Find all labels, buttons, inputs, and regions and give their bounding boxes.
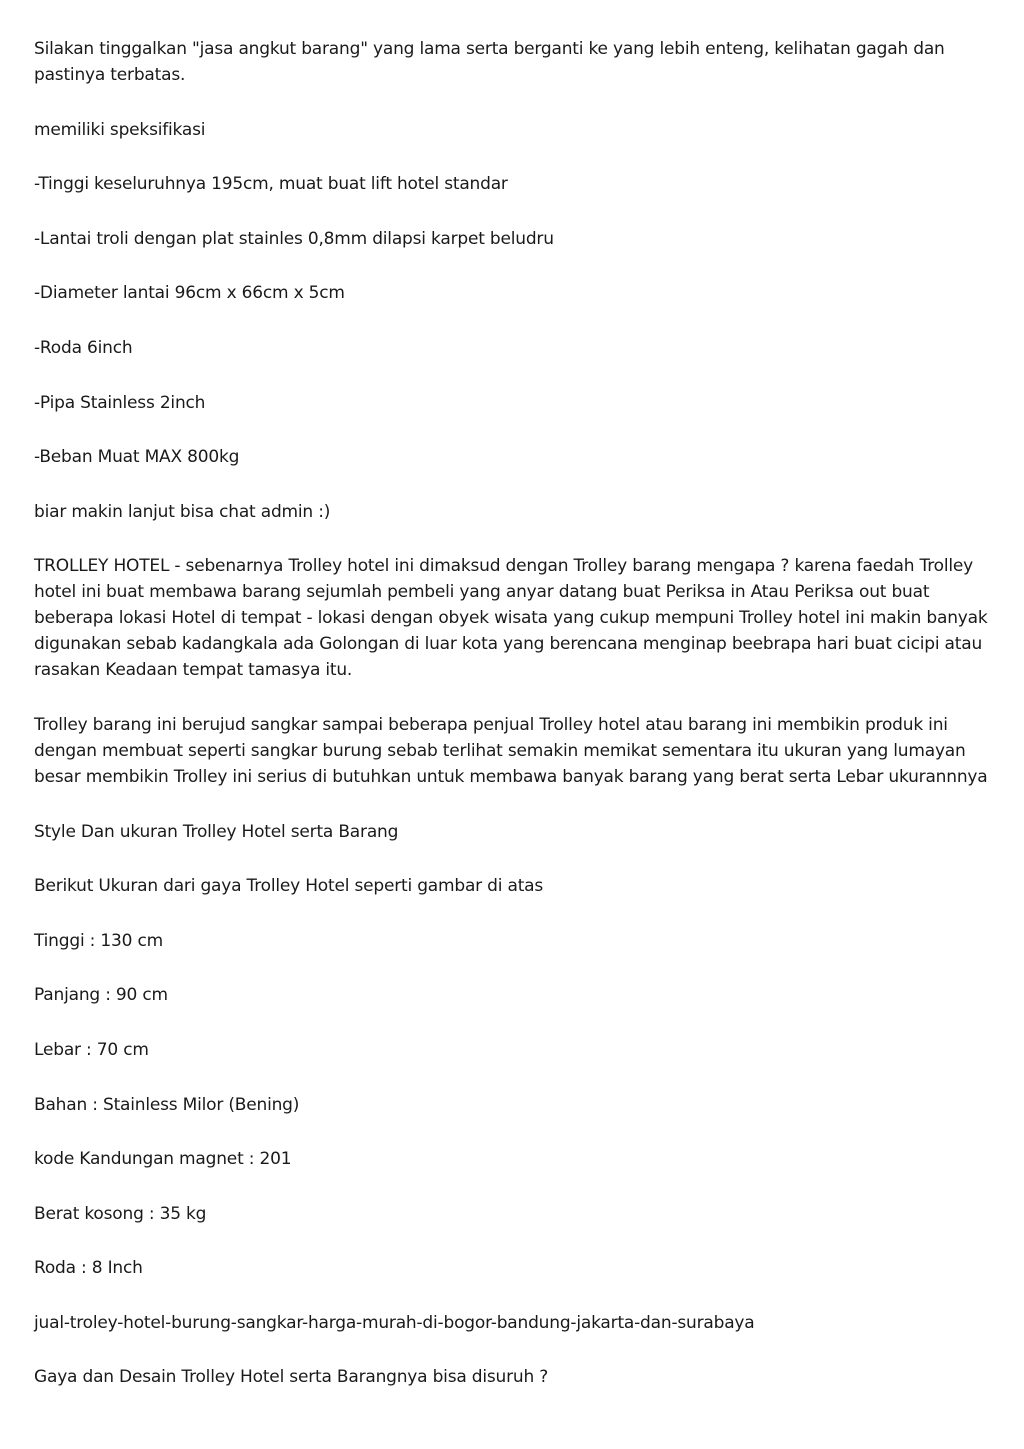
size-item-wheel: Roda : 8 Inch: [34, 1258, 143, 1279]
paragraph-trolley-barang: Trolley barang ini berujud sangkar sampai beberapa penjual Trolley hotel atau barang ini membikin produk ini dengan membuat seperti sangkar burung sebab terlihat semakin memikat sementara itu ukuran yang lumayan besar membikin Trolley ini serius di butuhkan untuk membawa banyak barang yang berat serta Lebar ukurannnya: [34, 714, 988, 787]
size-item-height: Tinggi : 130 cm: [34, 930, 163, 951]
paragraph-trolley-hotel: TROLLEY HOTEL - sebenarnya Trolley hotel ini dimaksud dengan Trolley barang mengapa ? karena faedah Trolley hotel ini buat membawa barang sejumlah pembeli yang anyar datang buat Periksa in Atau Periksa out buat beberapa lokasi Hotel di tempat - lokasi dengan obyek wisata yang cukup mempuni Trolley hotel ini makin banyak digunakan sebab kadangkala ada Golongan di luar kota yang berencana menginap beebrapa hari buat cicipi atau rasakan Keadaan tempat tamasya itu.: [34, 556, 988, 681]
paragraph-size-intro: Berikut Ukuran dari gaya Trolley Hotel seperti gambar di atas: [34, 876, 544, 897]
spec-item-diameter: -Diameter lantai 96cm x 66cm x 5cm: [34, 283, 345, 304]
spec-item-load: -Beban Muat MAX 800kg: [34, 447, 240, 468]
spec-item-floor: -Lantai troli dengan plat stainles 0,8mm dilapsi karpet beludru: [34, 228, 554, 249]
size-item-material: Bahan : Stainless Milor (Bening): [34, 1094, 300, 1115]
paragraph-spec-heading: memiliki speksifikasi: [34, 119, 206, 140]
size-item-magnet-code: kode Kandungan magnet : 201: [34, 1149, 292, 1170]
document-body: [34, 36, 994, 1419]
spec-item-height: -Tinggi keseluruhnya 195cm, muat buat lift hotel standar: [34, 174, 508, 195]
paragraph-chat-admin: biar makin lanjut bisa chat admin :): [34, 501, 331, 522]
paragraph-slug: jual-troley-hotel-burung-sangkar-harga-murah-di-bogor-bandung-jakarta-dan-surabaya: [34, 1312, 755, 1333]
paragraph-closing-question: Gaya dan Desain Trolley Hotel serta Barangnya bisa disuruh ?: [34, 1367, 549, 1388]
size-item-length: Panjang : 90 cm: [34, 985, 168, 1006]
spec-item-wheel: -Roda 6inch: [34, 337, 133, 358]
size-item-empty-weight: Berat kosong : 35 kg: [34, 1203, 207, 1224]
paragraph-intro: Silakan tinggalkan "jasa angkut barang" yang lama serta berganti ke yang lebih enteng, kelihatan gagah dan pastinya terbatas.: [34, 39, 945, 85]
paragraph-style-heading: Style Dan ukuran Trolley Hotel serta Barang: [34, 821, 399, 842]
spec-item-pipe: -Pipa Stainless 2inch: [34, 392, 206, 413]
size-item-width: Lebar : 70 cm: [34, 1039, 149, 1060]
